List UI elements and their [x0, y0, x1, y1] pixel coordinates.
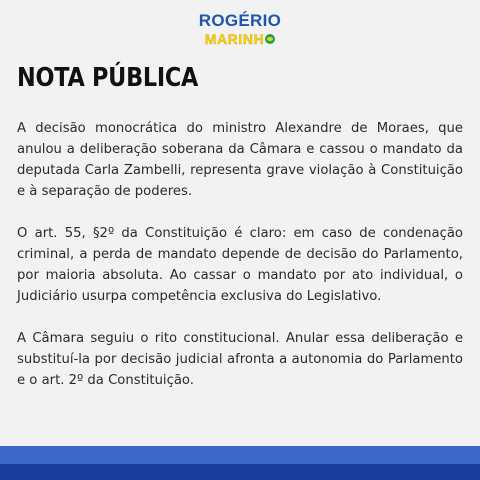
page-title: NOTA PÚBLICA — [17, 63, 199, 93]
paragraph-1: A decisão monocrática do ministro Alexandre de Moraes, que anulou a deliberação soberana da Câmara e cassou o mandato da deputada Carla Zambelli, representa grave violação à Constituição e à separação de poderes. — [17, 121, 463, 199]
statement-body — [17, 118, 463, 412]
logo-name-line2 — [205, 32, 276, 46]
logo-name-line1: ROGÉRIO — [198, 11, 282, 30]
footer-bar-dark — [0, 464, 480, 480]
logo — [0, 6, 480, 50]
logo-brazil-flag-icon — [265, 34, 275, 44]
paragraph-2: O art. 55, §2º da Constituição é claro: em caso de condenação criminal, a perda de mandato depende de decisão do Parlamento, por maioria absoluta. Ao cassar o mandato por ato individual, o Judiciário usurpa competência exclusiva do Legislativo. — [17, 226, 463, 304]
logo-name-line2-text: MARINH — [204, 31, 265, 47]
paragraph-3: A Câmara seguiu o rito constitucional. Anular essa deliberação e substituí-la por decisão judicial afronta a autonomia do Parlamento e o art. 2º da Constituição. — [17, 331, 463, 388]
footer-bar-light — [0, 446, 480, 464]
